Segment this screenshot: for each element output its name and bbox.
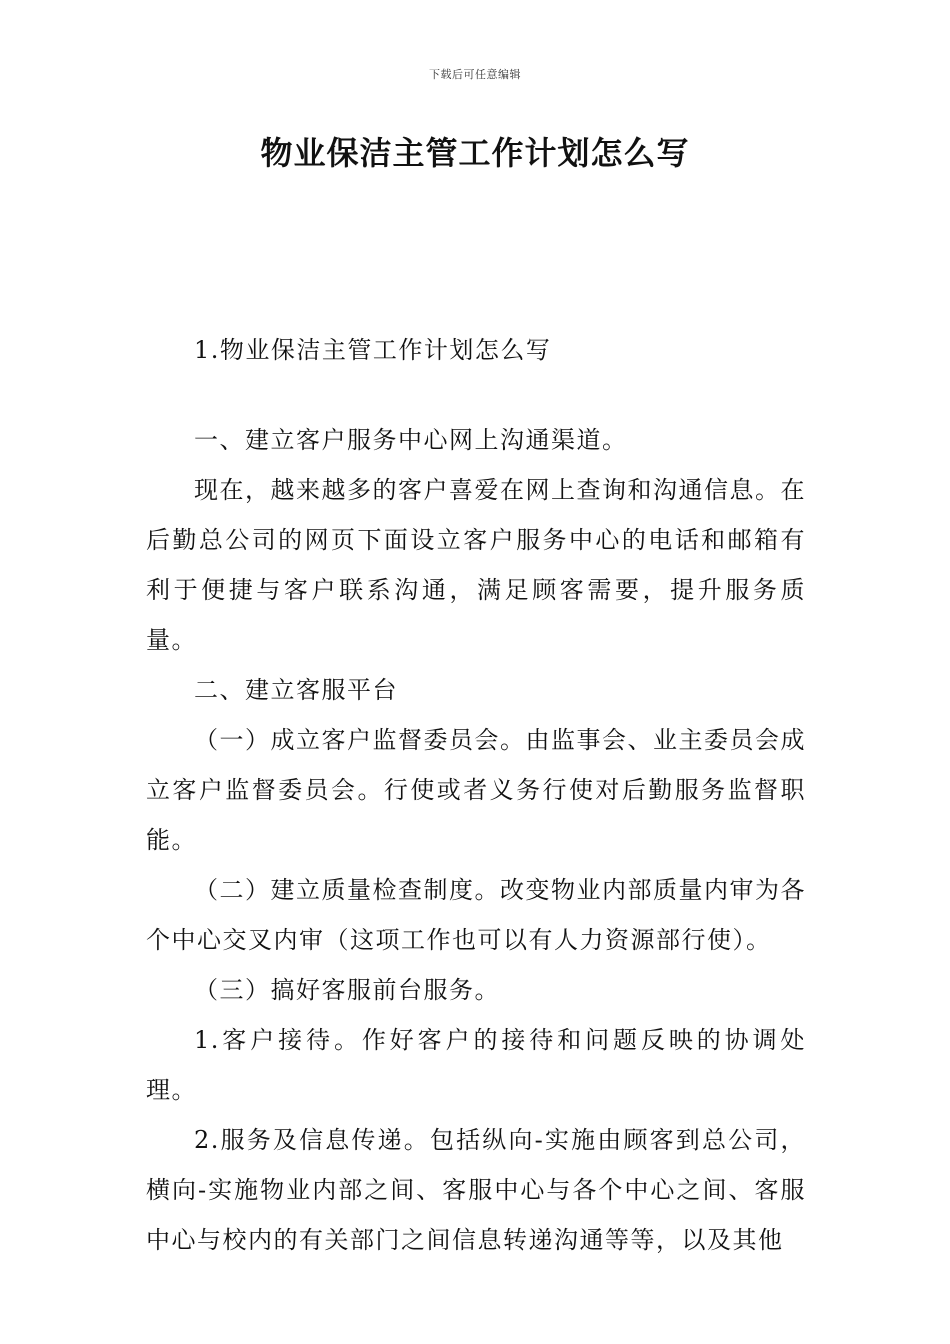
section-heading: 1.物业保洁主管工作计划怎么写 xyxy=(194,336,552,364)
document-title: 物业保洁主管工作计划怎么写 xyxy=(260,134,690,172)
header-note: 下载后可任意编辑 xyxy=(429,68,521,81)
document-body xyxy=(146,325,806,1265)
paragraph: （一）成立客户监督委员会。由监事会、业主委员会成立客户监督委员会。行使或者义务行使对后勤服务监督职能。 xyxy=(146,726,806,854)
paragraph: （二）建立质量检查制度。改变物业内部质量内审为各个中心交叉内审（这项工作也可以有人力资源部行使）。 xyxy=(146,876,806,954)
paragraph: 现在，越来越多的客户喜爱在网上查询和沟通信息。在后勤总公司的网页下面设立客户服务中心的电话和邮箱有利于便捷与客户联系沟通，满足顾客需要，提升服务质量。 xyxy=(146,476,806,654)
paragraph: 2.服务及信息传递。包括纵向-实施由顾客到总公司，横向-实施物业内部之间、客服中心与各个中心之间、客服中心与校内的有关部门之间信息转递沟通等等，以及其他 xyxy=(146,1126,806,1254)
paragraph: 二、建立客服平台 xyxy=(194,676,398,704)
paragraph: 1.客户接待。作好客户的接待和问题反映的协调处理。 xyxy=(146,1026,806,1104)
paragraph: （三）搞好客服前台服务。 xyxy=(194,976,500,1004)
paragraph: 一、建立客户服务中心网上沟通渠道。 xyxy=(194,426,628,454)
